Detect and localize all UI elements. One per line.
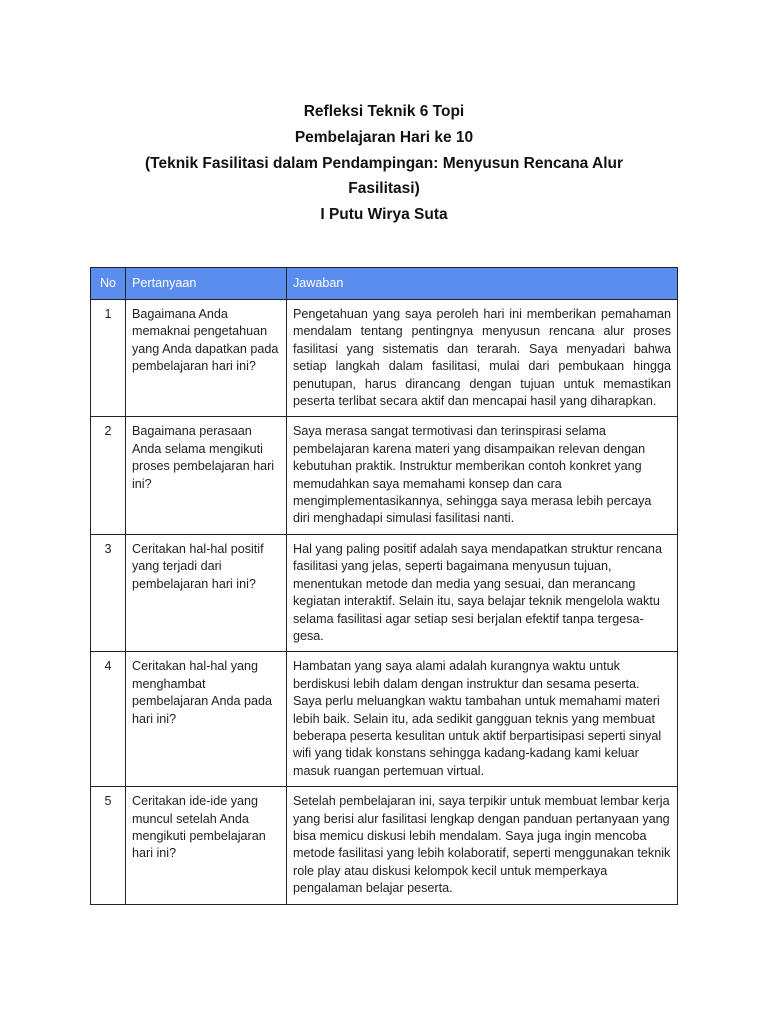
table-row — [91, 417, 678, 534]
row-number: 4 — [91, 652, 126, 787]
question-cell: Ceritakan ide-ide yang muncul setelah Anda mengikuti pembelajaran hari ini? — [126, 787, 287, 904]
row-number: 1 — [91, 300, 126, 417]
answer-cell: Pengetahuan yang saya peroleh hari ini memberikan pemahaman mendalam tentang pentingnya menyusun rencana alur proses fasilitasi yang sistematis dan terarah. Saya menyadari bahwa setiap langkah dalam fasilitasi, mulai dari pembukaan hingga penutupan, harus dirancang dengan tujuan untuk memastikan peserta terlibat secara aktif dan mencapai hasil yang diharapkan. — [287, 300, 678, 417]
row-number: 2 — [91, 417, 126, 534]
title-line-1: Refleksi Teknik 6 Topi — [303, 103, 465, 120]
document-title-block — [90, 99, 678, 228]
answer-cell: Setelah pembelajaran ini, saya terpikir untuk membuat lembar kerja yang berisi alur fasilitasi lengkap dengan panduan pertanyaan yang bisa memicu diskusi lebih mendalam. Saya juga ingin mencoba metode fasilitasi yang lebih kolaboratif, seperti menggunakan teknik role play atau diskusi kelompok kecil untuk memperkaya pengalaman belajar peserta. — [287, 787, 678, 904]
author-name: I Putu Wirya Suta — [320, 206, 448, 224]
question-cell: Bagaimana perasaan Anda selama mengikuti proses pembelajaran hari ini? — [126, 417, 287, 534]
answer-cell: Hambatan yang saya alami adalah kurangnya waktu untuk berdiskusi lebih dalam dengan instruktur dan sesama peserta. Saya perlu meluangkan waktu tambahan untuk memahami materi lebih baik. Selain itu, ada sedikit gangguan teknis yang membuat beberapa peserta kesulitan untuk aktif berpartisipasi seperti sinyal wifi yang tidak konstans sehingga kadang-kadang kami keluar masuk ruangan pertemuan virtual. — [287, 652, 678, 787]
answer-cell: Saya merasa sangat termotivasi dan terinspirasi selama pembelajaran karena materi yang disampaikan relevan dengan kebutuhan praktik. Instruktur memberikan contoh konkret yang memudahkan saya memahami konsep dan cara mengimplementasikannya, sehingga saya merasa lebih percaya diri menghadapi simulasi fasilitasi nanti. — [287, 417, 678, 534]
table-row — [91, 652, 678, 787]
table-row — [91, 787, 678, 904]
answer-cell: Hal yang paling positif adalah saya mendapatkan struktur rencana fasilitasi yang jelas, seperti bagaimana menyusun tujuan, menentukan metode dan media yang sesuai, dan merancang kegiatan interaktif. Selain itu, saya belajar teknik mengelola waktu selama fasilitasi agar setiap sesi berjalan efektif tanpa tergesa-gesa. — [287, 534, 678, 651]
question-cell: Ceritakan hal-hal yang menghambat pembelajaran Anda pada hari ini? — [126, 652, 287, 787]
question-cell: Bagaimana Anda memaknai pengetahuan yang Anda dapatkan pada pembelajaran hari ini? — [126, 300, 287, 417]
column-header-no: No — [91, 268, 126, 300]
question-cell: Ceritakan hal-hal positif yang terjadi dari pembelajaran hari ini? — [126, 534, 287, 651]
column-header-answer: Jawaban — [287, 268, 678, 300]
title-line-2: Pembelajaran Hari ke 10 — [294, 128, 474, 146]
column-header-question: Pertanyaan — [126, 268, 287, 300]
title-line-3: (Teknik Fasilitasi dalam Pendampingan: Menyusun Rencana Alur — [144, 154, 624, 172]
table-row — [91, 300, 678, 417]
table-row — [91, 534, 678, 651]
table-header-row — [91, 268, 678, 300]
title-line-4: Fasilitasi) — [348, 180, 420, 198]
row-number: 3 — [91, 534, 126, 651]
row-number: 5 — [91, 787, 126, 904]
reflection-table — [90, 267, 678, 905]
